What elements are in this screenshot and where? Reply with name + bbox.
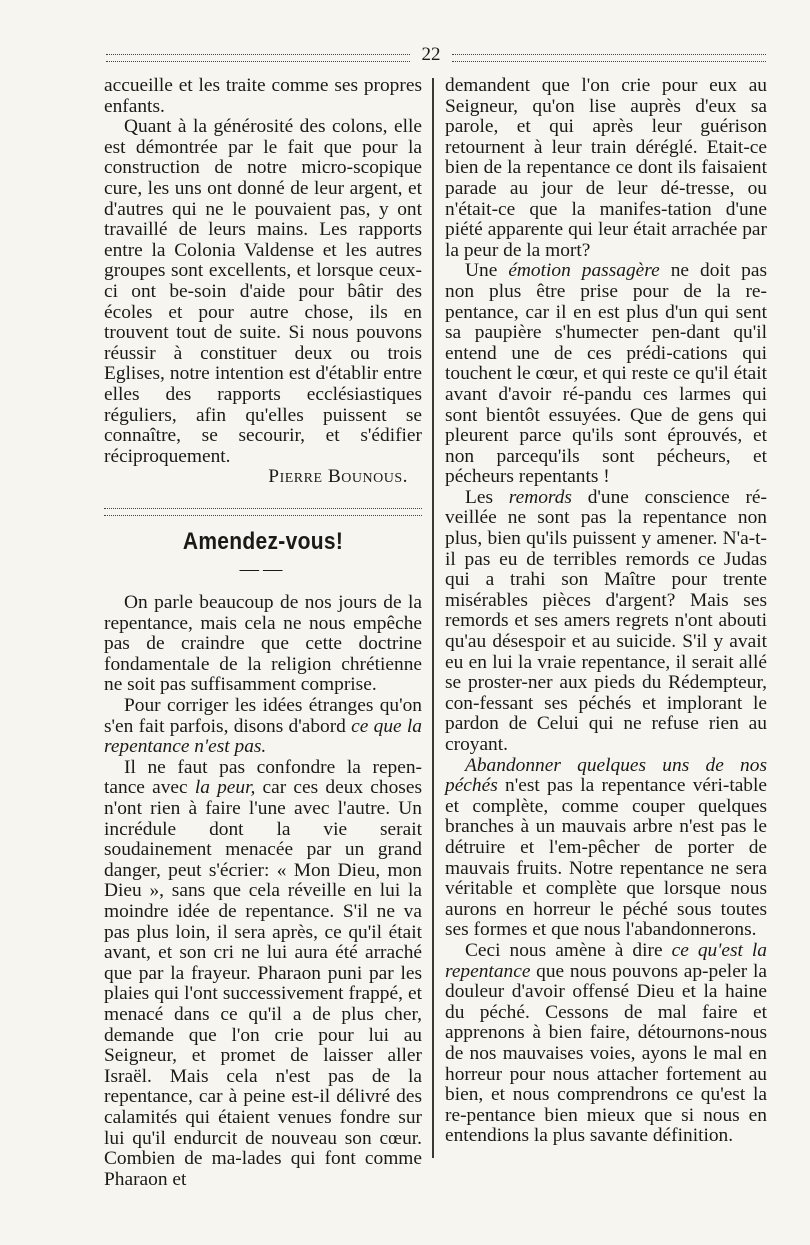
text-run: Pour corriger les idées étranges qu'on s'en fait parfois, disons d'abord xyxy=(104,695,422,737)
section-rule xyxy=(104,508,422,516)
paragraph xyxy=(445,488,767,756)
emphasis: Abandonner quelques uns de nos péchés xyxy=(445,754,767,797)
title-dash: —— xyxy=(239,559,287,581)
emphasis: émotion passagère xyxy=(508,260,660,282)
paragraph: accueille et les traite comme ses propres enfants. xyxy=(104,75,422,117)
emphasis: la peur, xyxy=(194,777,256,799)
text-run: n'est pas la repentance véri-table et complète, comme couper quelques branches à un mauvais arbre n'est pas le détruire et l'em-pêcher de porter de mauvais fruits. Notre repentance ne sera véritable et complète que lorsque nous aurons en horreur le péché sous toutes ses formes et que nous l'abandonnerons. xyxy=(445,775,767,941)
column-divider xyxy=(432,78,434,1158)
page-header xyxy=(106,44,766,68)
right-column xyxy=(445,76,767,1147)
emphasis: ce qu'est la repentance xyxy=(445,939,767,982)
emphasis: ce que la repentance n'est pas. xyxy=(104,715,422,758)
paragraph xyxy=(445,261,767,488)
paragraph xyxy=(445,756,767,941)
article-title: Amendez-vous! xyxy=(182,528,344,555)
paragraph xyxy=(104,696,422,758)
paragraph: Quant à la générosité des colons, elle est démontrée par le fait que pour la construction de notre micro-scopique cure, les uns ont donné de leur argent, et d'autres qui ne le pouvaient pas, y ont travaillé de leurs mains. Les rapports entre la Colonia Valdense et les autres groupes sont excellents, et lorsque ceux-ci ont be-soin d'aide pour bâtir des écoles et pour autre chose, ils en trouvent tout de suite. Si nous pouvons réussir à constituer deux ou trois Eglises, notre intention est d'établir entre elles des rapports ecclésiastiques réguliers, afin qu'elles puissent se connaître, se secourir, et s'édifier réciproquement. xyxy=(104,116,422,467)
left-column xyxy=(104,76,422,1190)
text-run: d'une conscience ré-veillée ne sont pas la repentance non plus, bien qu'ils puissent y amener. N'a-t-il pas eu de terribles remords ce Judas qui a trahi son Maître pour trente misérables pièces d'argent? Mais ses remords et ses amers regrets n'ont abouti qu'au désespoir et au suicide. S'il y avait eu en lui la vraie repentance, il serait allé se proster-ner aux pieds du Rédempteur, con-fessant ses péchés et implorant le pardon de Celui qui ne refuse rien au croyant. xyxy=(445,486,767,755)
text-run: Il ne faut pas confondre la repen-tance avec xyxy=(104,756,422,799)
paragraph xyxy=(104,758,422,1190)
paragraph: demandent que l'on crie pour eux au Seigneur, qu'on lise auprès d'eux sa parole, et qui après leur guérison retournent à leur train déréglé. Etait-ce bien de la repentance ce dont ils faisaient parade au jour de leur dé-tresse, ou n'était-ce que la manifes-tation d'une piété apparente qui leur était arrachée par la peur de la mort? xyxy=(445,75,767,261)
signature: Pierre Bounous. xyxy=(268,466,408,488)
paragraph xyxy=(445,941,767,1147)
emphasis: remords xyxy=(508,486,572,508)
text-run: ne doit pas non plus être prise pour de la re-pentance, car il en est plus d'un qui sent sa paupière s'humecter pen-dant qu'il entend une de ces prédi-cations qui touchent le cœur, et qui reste ce qu'il était avant d'avoir ré-pandu ces larmes qui sont bientôt essuyées. Que de gens qui pleurent parce qu'ils sont éprouvés, et non parcequ'ils sont pécheurs, et pécheurs repentants ! xyxy=(445,260,768,488)
text-run: Ceci nous amène à dire xyxy=(465,939,672,961)
text-run: Les xyxy=(465,486,509,508)
paragraph: On parle beaucoup de nos jours de la repentance, mais cela ne nous empêche pas de craindre que cette doctrine fondamentale de la religion chrétienne ne soit pas suffisamment comprise. xyxy=(104,592,422,696)
text-run: car ces deux choses n'ont rien à faire l'une avec l'autre. Un incrédule dont la vie serait soudainement menacée par un grand danger, peut s'écrier: « Mon Dieu, mon Dieu », sans que cela réveille en lui la moindre idée de repentance. S'il ne va pas plus loin, il sera après, ce qu'il était avant, et son cri ne lui aura été arraché que par la frayeur. Pharaon puni par les plaies qui l'ont successivement frappé, et menacé dans ce qu'il a de plus cher, demande que l'on crie pour lui au Seigneur, et promet de laisser aller Israël. Mais cela n'est pas de la repentance, car à peine est-il délivré des calamités qui étaient venues fondre sur lui qu'il endurcit de nouveau son cœur. Combien de ma-lades qui font comme Pharaon et xyxy=(104,777,422,1190)
text-run: que nous pouvons ap-peler la douleur d'avoir offensé Dieu et la haine du péché. Cessons de mal faire et apprenons à bien faire, détournons-nous de nos mauvaises voies, ayons le mal en horreur pour nous attacher fortement au bien, et nous comprendrons ce qu'est la re-pentance bien mieux que si nous en entendions la plus savante définition. xyxy=(445,960,767,1147)
header-ornament-left xyxy=(106,54,410,62)
header-ornament-right xyxy=(452,54,766,62)
page-number: 22 xyxy=(421,44,441,65)
text-run: Une xyxy=(465,260,509,282)
